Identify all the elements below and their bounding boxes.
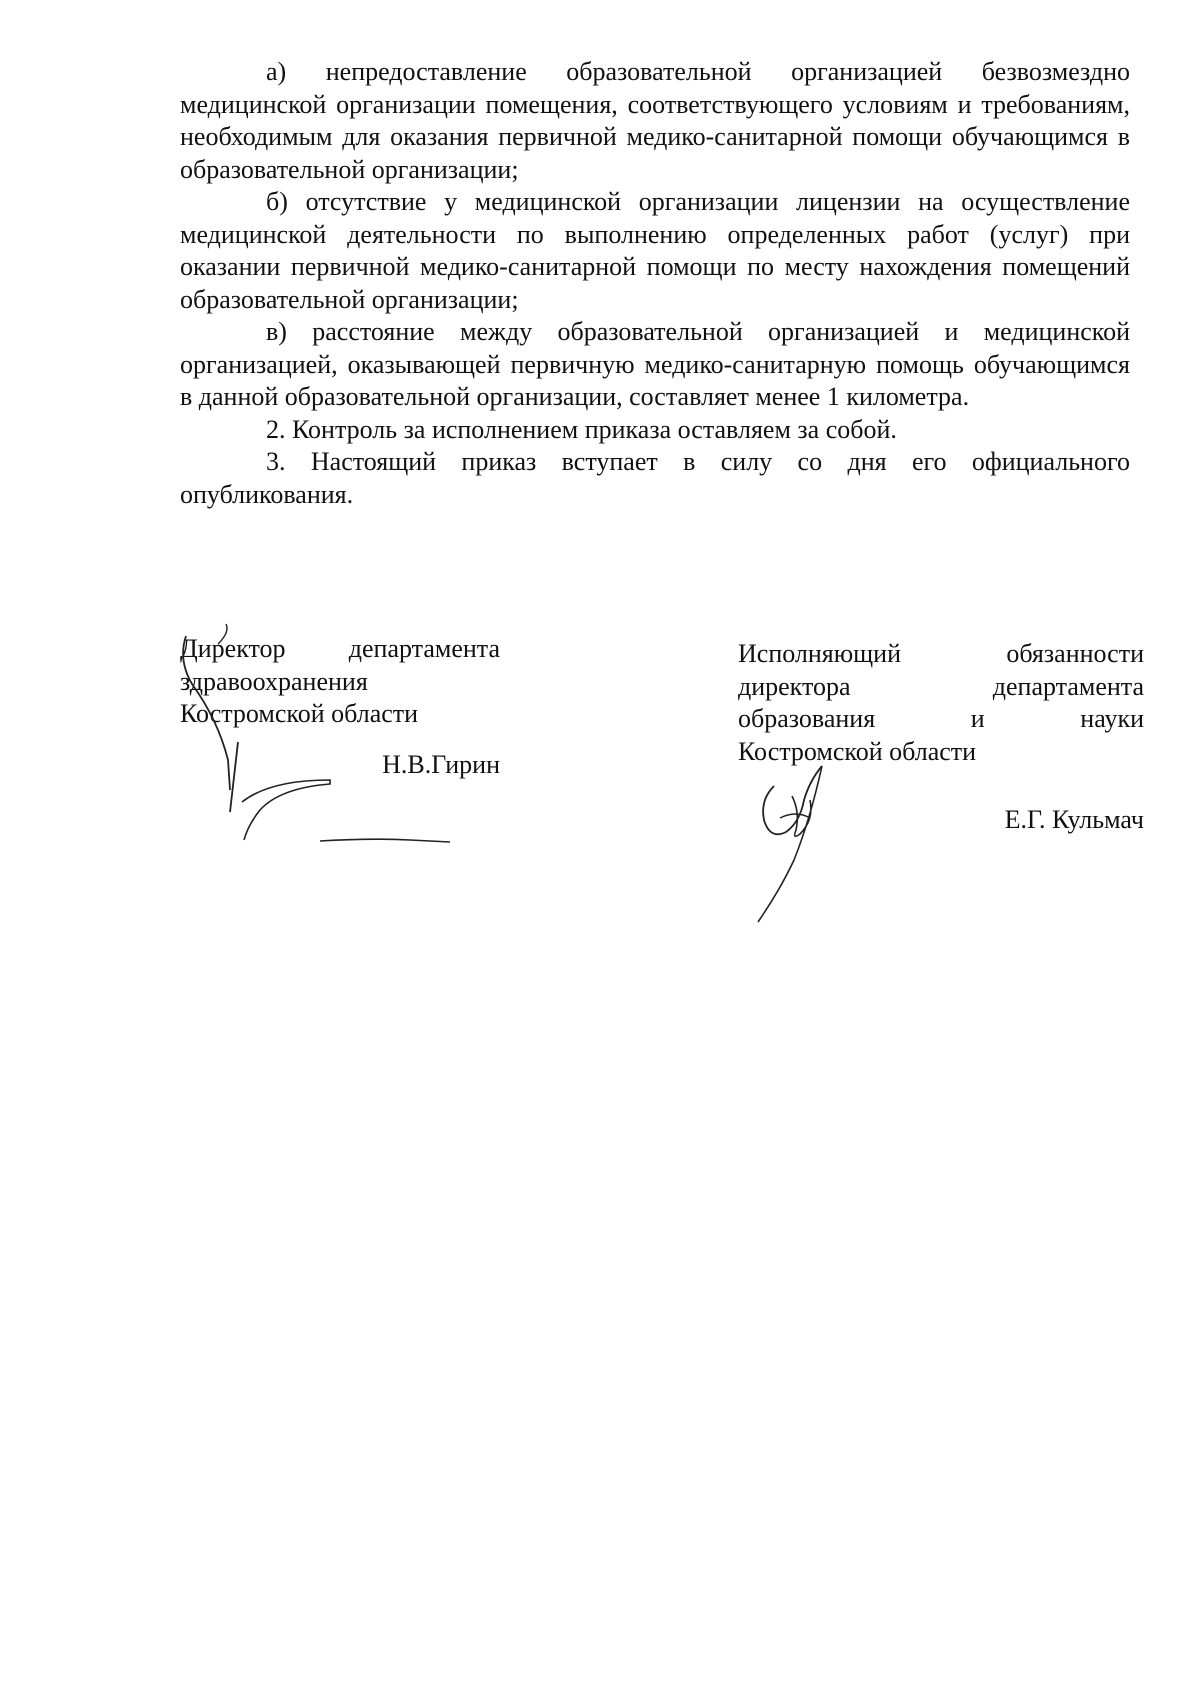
handwritten-signature-right: [740, 760, 860, 930]
signatory-name-left: Н.В.Гирин: [382, 749, 500, 779]
paragraph-a: а) непредоставление образовательной организацией безвозмездно медицинской организации помещения, соответствующего условиям и требованиям, необходимым для оказания первичной медико-санитарной помощи обучающимся в образовательной организации;: [180, 57, 1130, 184]
signatory-name-right: Е.Г. Кульмач: [1004, 805, 1144, 834]
body-text: [180, 56, 1130, 511]
signatory-title-line: Директор департамента: [180, 634, 500, 663]
paragraph-2: 2. Контроль за исполнением приказа оставляем за собой.: [266, 414, 897, 444]
signatory-title-line: Костромской области: [180, 699, 419, 728]
paragraph-c: в) расстояние между образовательной организацией и медицинской организацией, оказывающей первичную медико-санитарную помощь обучающимся в данной образовательной организации, составляет менее 1 километра.: [180, 317, 1130, 411]
signatory-title-line: образования и науки: [738, 704, 1144, 733]
handwritten-signature-left: [170, 630, 470, 860]
paragraph-3: 3. Настоящий приказ вступает в силу со дня его официального опубликования.: [180, 447, 1130, 509]
signatory-title-line: Костромской области: [738, 736, 977, 766]
signatory-title-right: [738, 638, 1144, 768]
paragraph-b: б) отсутствие у медицинской организации лицензии на осуществление медицинской деятельности по выполнению определенных работ (услуг) при оказании первичной медико-санитарной помощи по месту нахождения помещений образовательной организации;: [180, 187, 1130, 314]
signatory-title-line: Исполняющий обязанности: [738, 639, 1144, 668]
signatory-title-line: здравоохранения: [180, 666, 368, 696]
signatory-title-line: директора департамента: [738, 671, 1144, 701]
